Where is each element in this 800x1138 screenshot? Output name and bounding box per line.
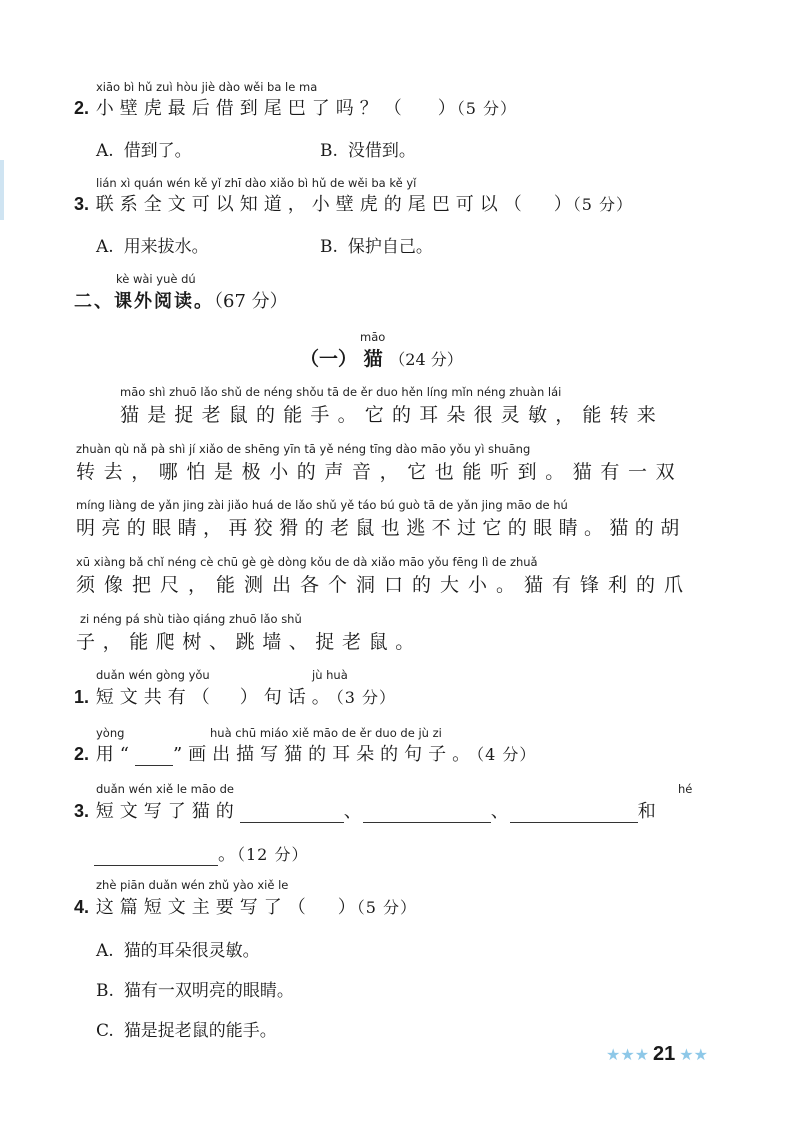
p4-question: 4. 这篇短文主要写了（ ）（5 分） xyxy=(74,897,418,918)
part1-heading xyxy=(300,344,463,371)
p3-blank-3[interactable] xyxy=(510,806,638,823)
p3-question-cont: 。（12 分） xyxy=(94,840,308,866)
p2-underline-sample xyxy=(135,749,173,766)
p2-pinyin-b: huà chū miáo xiě māo de ěr duo de jù zi xyxy=(210,726,442,740)
p4-number: 4. xyxy=(74,897,90,917)
p2-number: 2. xyxy=(74,744,90,764)
page-footer xyxy=(606,1043,708,1066)
q2-text: 小壁虎最后借到尾巴了吗？（ xyxy=(95,98,408,119)
passage-line-3: 明亮的眼睛，再狡猾的老鼠也逃不过它的眼睛。猫的胡 xyxy=(76,517,686,539)
q2-option-a[interactable]: A. 借到了。 xyxy=(96,141,192,161)
p3-blank-1[interactable] xyxy=(240,806,344,823)
page-number: 21 xyxy=(653,1043,676,1065)
p3-blank-2[interactable] xyxy=(363,806,491,823)
passage-line-3-pinyin: míng liàng de yǎn jing zài jiǎo huá de lǎo shǔ yě táo bú guò tā de yǎn jing māo de hú xyxy=(76,498,568,512)
star-icon: ★ xyxy=(606,1045,621,1064)
p1-pinyin-b: jù huà xyxy=(312,668,348,682)
p4-pinyin: zhè piān duǎn wén zhǔ yào xiě le xyxy=(96,878,289,892)
section2-heading: 二、课外阅读。（67 分） xyxy=(74,291,288,312)
p2-pinyin-a: yòng xyxy=(96,726,125,740)
q3-option-b[interactable]: B. 保护自己。 xyxy=(320,237,433,257)
q3-score: （5 分） xyxy=(572,195,634,214)
q3-question xyxy=(74,190,633,216)
p2-text-b: ”画出描写猫的耳朵的句子。 xyxy=(172,744,477,765)
p4-score: （5 分） xyxy=(356,898,418,917)
passage-line-5: 子，能爬树、跳墙、捉老鼠。 xyxy=(76,631,422,653)
passage-line-1-pinyin: māo shì zhuō lǎo shǔ de néng shǒu tā de ěr duo hěn líng mǐn néng zhuàn lái xyxy=(120,385,562,399)
passage-line-4-pinyin: xū xiàng bǎ chǐ néng cè chū gè gè dòng kǒu de dà xiǎo māo yǒu fēng lì de zhuǎ xyxy=(76,555,538,569)
passage-line-4: 须像把尺，能测出各个洞口的大小。猫有锋利的爪 xyxy=(76,574,693,596)
passage-line-2: 转去，哪怕是极小的声音，它也能听到。猫有一双 xyxy=(76,461,684,483)
star-icon: ★ xyxy=(679,1045,694,1064)
p3-blank-4[interactable] xyxy=(94,849,218,866)
p1-text-a: 短文共有（ xyxy=(95,687,216,708)
p3-pinyin-b: hé xyxy=(678,782,693,796)
q3-text: 联系全文可以知道，小壁虎的尾巴可以（ xyxy=(95,194,528,215)
part1-title: 猫 xyxy=(363,348,383,370)
p2-score: （4 分） xyxy=(476,745,537,764)
p3-score: （12 分） xyxy=(237,845,309,864)
q2-pinyin: xiāo bì hǔ zuì hòu jiè dào wěi ba le ma xyxy=(96,80,318,94)
q3-number: 3. xyxy=(74,194,90,214)
star-icon: ★ xyxy=(693,1045,708,1064)
q2-question xyxy=(74,94,517,120)
p4-option-c[interactable]: C. 猫是捉老鼠的能手。 xyxy=(96,1021,277,1041)
q3-option-a[interactable]: A. 用来拔水。 xyxy=(96,237,209,257)
q2-number: 2. xyxy=(74,98,90,118)
star-icon: ★ xyxy=(620,1045,635,1064)
star-icon: ★ xyxy=(634,1045,650,1064)
p1-number: 1. xyxy=(74,687,90,707)
p1-pinyin-a: duǎn wén gòng yǒu xyxy=(96,668,210,682)
p4-option-b[interactable]: B. 猫有一双明亮的眼睛。 xyxy=(96,981,294,1001)
p2-question xyxy=(74,740,536,766)
p1-question xyxy=(74,683,396,709)
passage-line-1: 猫是捉老鼠的能手。它的耳朵很灵敏，能转来 xyxy=(120,404,665,426)
passage-line-2-pinyin: zhuàn qù nǎ pà shì jí xiǎo de shēng yīn tā yě néng tīng dào māo yǒu yì shuāng xyxy=(76,442,531,456)
q2-option-b[interactable]: B. 没借到。 xyxy=(320,141,416,161)
p1-score: （3 分） xyxy=(335,688,397,707)
q2-close: ） xyxy=(437,98,457,119)
part1-label: （一） xyxy=(300,348,358,370)
p4-option-a[interactable]: A. 猫的耳朵很灵敏。 xyxy=(96,941,260,961)
p1-text-b: ）句话。 xyxy=(239,687,336,708)
p3-pinyin-a: duǎn wén xiě le māo de xyxy=(96,782,234,796)
part1-score: （24 分） xyxy=(389,350,463,369)
p3-question: 3. 短文写了猫的 、 、 和 xyxy=(74,801,657,822)
section2-score: （67 分） xyxy=(214,291,288,312)
p3-number: 3. xyxy=(74,801,90,821)
passage-line-5-pinyin: zi néng pá shù tiào qiáng zhuō lǎo shǔ xyxy=(80,612,302,626)
page-edge-tab xyxy=(0,160,4,220)
q3-pinyin: lián xì quán wén kě yǐ zhī dào xiǎo bì hǔ de wěi ba kě yǐ xyxy=(96,176,417,190)
q3-close: ） xyxy=(553,194,573,215)
section2-pinyin: kè wài yuè dú xyxy=(116,272,196,286)
part1-pinyin: māo xyxy=(360,330,386,344)
p4-text: 这篇短文主要写了（ xyxy=(95,897,312,918)
p3-text-a: 短文写了猫的 xyxy=(95,801,240,822)
p2-text-a: 用“ xyxy=(95,744,135,765)
q2-score: （5 分） xyxy=(456,99,518,118)
